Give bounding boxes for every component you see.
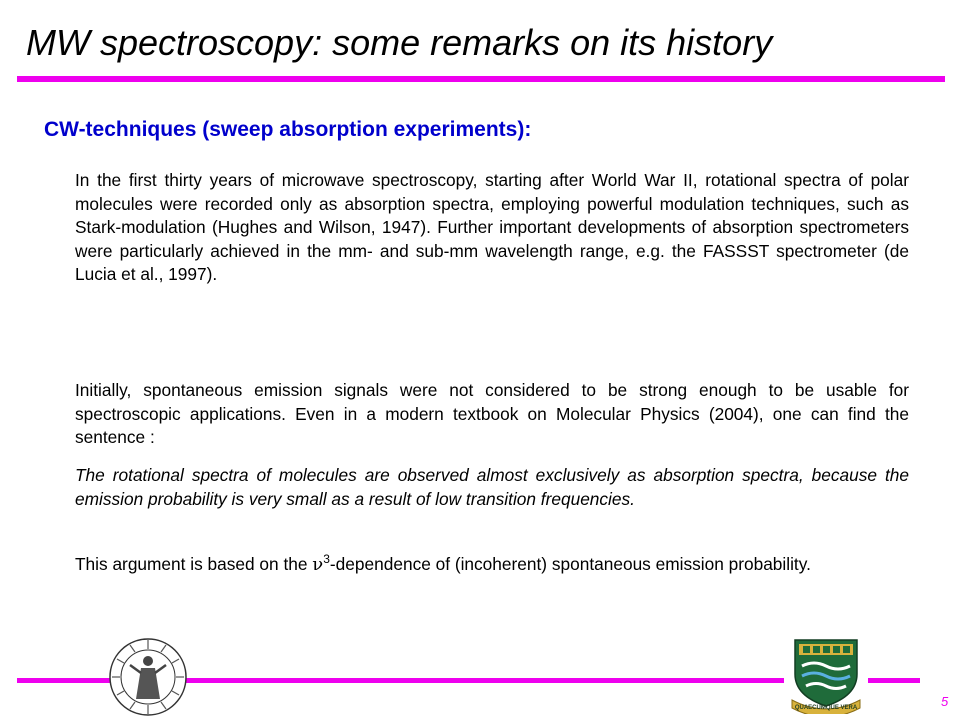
page-number: 5 [941, 694, 949, 709]
university-crest-icon [790, 636, 862, 714]
slide-title: MW spectroscopy: some remarks on its history [26, 22, 773, 63]
argument-text-start: This argument is based on the [75, 554, 313, 574]
argument-text-end: -dependence of (incoherent) spontaneous emission probability. [329, 554, 811, 574]
paragraph-history: In the first thirty years of microwave spectroscopy, starting after World War II, rotational spectra of polar molecules were recorded only as absorption spectra, employing powerful modulation techniques, such as Stark-modulation (Hughes and Wilson, 1947). Further important developments of absorption spectrometers were particularly achieved in the mm- and sub-mm wavelength range, e.g. the FASSST spectrometer (de Lucia et al., 1997). [75, 170, 909, 284]
footer-rule-right [868, 678, 920, 683]
footer-rule-middle [184, 678, 784, 683]
paragraph-emission: Initially, spontaneous emission signals were not considered to be strong enough to be usable for spectroscopic applications. Even in a modern textbook on Molecular Physics (2004), one can find the sentence : [75, 380, 909, 447]
nu-exponent: 3 [323, 552, 330, 567]
title-divider [17, 76, 945, 82]
paragraph-argument [75, 553, 909, 577]
section-heading: CW-techniques (sweep absorption experiments): [44, 118, 532, 141]
textbook-quote: The rotational spectra of molecules are observed almost exclusively as absorption spectra, because the emission probability is very small as a result of low transition frequencies. [75, 465, 909, 509]
nu-symbol: ν [312, 554, 324, 575]
university-seal-icon [108, 635, 188, 720]
crest-motto: QUAECUMQUE VERA [794, 705, 858, 711]
footer-rule-left [17, 678, 110, 683]
